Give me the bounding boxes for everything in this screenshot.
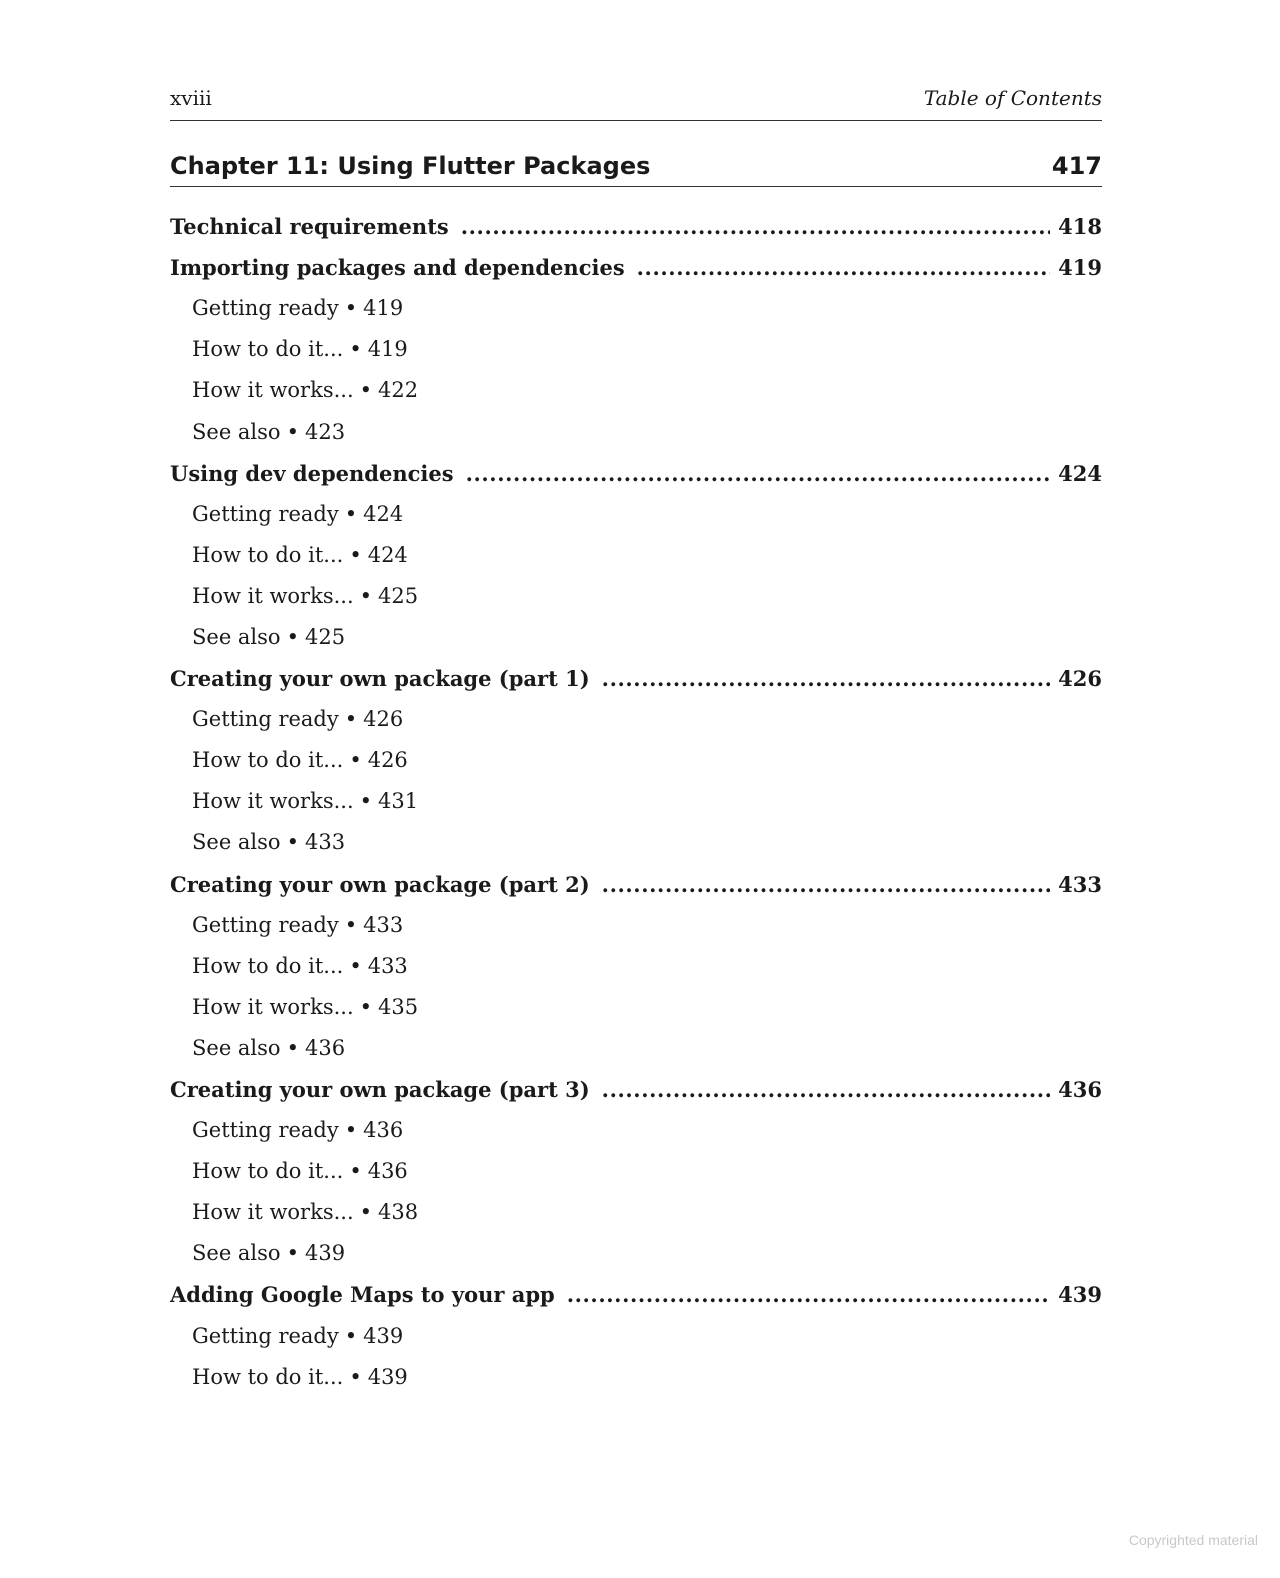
bullet-icon: • <box>359 583 373 608</box>
subentry-page-number: 436 <box>367 1159 408 1184</box>
toc-subentry[interactable] <box>170 576 1102 617</box>
bullet-icon: • <box>286 1241 299 1266</box>
subentry-title: Getting ready <box>192 1323 339 1348</box>
subentry-page-number: 426 <box>363 707 404 732</box>
toc-section-entry[interactable] <box>170 206 1102 247</box>
subentry-title: How it works... <box>192 994 354 1019</box>
subentry-title: See also <box>192 419 281 444</box>
bullet-icon: • <box>344 1118 358 1143</box>
subentry-page-number: 419 <box>367 337 408 362</box>
subentry-page-number: 439 <box>304 1241 346 1266</box>
subentry-title: See also <box>192 1035 281 1060</box>
subentry-title: How to do it... <box>192 1159 344 1184</box>
toc-subentry[interactable] <box>170 699 1102 740</box>
toc-subentry[interactable] <box>170 1316 1102 1357</box>
subentry-title: How to do it... <box>192 542 344 567</box>
dot-leader <box>466 463 1051 484</box>
toc-subentry[interactable] <box>170 1192 1102 1233</box>
subentry-title: See also <box>192 830 281 855</box>
section-page-number: 426 <box>1058 666 1102 692</box>
page-header <box>170 84 1102 121</box>
toc-subentry[interactable] <box>170 946 1102 987</box>
bullet-icon: • <box>344 1323 358 1348</box>
subentry-page-number: 436 <box>363 1118 404 1143</box>
chapter-page-number: 417 <box>1051 152 1102 180</box>
chapter-title: Chapter 11: Using Flutter Packages <box>170 152 651 180</box>
subentry-page-number: 438 <box>378 1200 419 1225</box>
copyright-watermark: Copyrighted material <box>1128 1532 1258 1548</box>
toc-list <box>170 206 1102 1398</box>
section-title: Using dev dependencies <box>170 460 454 486</box>
subentry-page-number: 422 <box>378 378 419 403</box>
toc-section-entry[interactable] <box>170 658 1102 699</box>
toc-subentry[interactable] <box>170 740 1102 781</box>
toc-section-entry[interactable] <box>170 1069 1102 1110</box>
bullet-icon: • <box>349 1159 362 1184</box>
toc-subentry[interactable] <box>170 494 1102 535</box>
subentry-page-number: 431 <box>378 789 419 814</box>
section-title: Importing packages and dependencies <box>170 255 625 281</box>
bullet-icon: • <box>359 378 373 403</box>
bullet-icon: • <box>286 624 299 649</box>
dot-leader <box>461 216 1050 237</box>
dot-leader <box>637 257 1051 278</box>
subentry-title: How to do it... <box>192 1364 344 1389</box>
subentry-title: How it works... <box>192 378 354 403</box>
bullet-icon: • <box>349 953 362 978</box>
dot-leader <box>602 874 1051 895</box>
subentry-page-number: 439 <box>363 1323 404 1348</box>
toc-subentry[interactable] <box>170 1110 1102 1151</box>
toc-section-entry[interactable] <box>170 453 1102 494</box>
toc-subentry[interactable] <box>170 1357 1102 1398</box>
toc-section-entry[interactable] <box>170 864 1102 905</box>
section-page-number: 436 <box>1058 1077 1102 1103</box>
subentry-page-number: 425 <box>304 624 346 649</box>
toc-subentry[interactable] <box>170 535 1102 576</box>
subentry-title: Getting ready <box>192 912 339 937</box>
bullet-icon: • <box>286 1035 299 1060</box>
chapter-heading[interactable] <box>170 148 1102 187</box>
bullet-icon: • <box>344 501 358 526</box>
toc-subentry[interactable] <box>170 987 1102 1028</box>
section-page-number: 424 <box>1058 460 1102 486</box>
toc-subentry[interactable] <box>170 822 1102 863</box>
subentry-page-number: 423 <box>304 419 346 444</box>
subentry-title: Getting ready <box>192 707 339 732</box>
bullet-icon: • <box>349 1364 362 1389</box>
subentry-page-number: 419 <box>363 296 404 321</box>
toc-section-entry[interactable] <box>170 247 1102 288</box>
section-page-number: 433 <box>1058 871 1102 897</box>
subentry-page-number: 433 <box>367 953 408 978</box>
subentry-page-number: 425 <box>378 583 419 608</box>
toc-subentry[interactable] <box>170 781 1102 822</box>
subentry-page-number: 433 <box>304 830 346 855</box>
toc-subentry[interactable] <box>170 1028 1102 1069</box>
bullet-icon: • <box>359 1200 373 1225</box>
toc-subentry[interactable] <box>170 1233 1102 1274</box>
toc-subentry[interactable] <box>170 411 1102 452</box>
bullet-icon: • <box>344 296 358 321</box>
bullet-icon: • <box>359 994 373 1019</box>
toc-section-entry[interactable] <box>170 1274 1102 1315</box>
bullet-icon: • <box>344 912 358 937</box>
section-title: Creating your own package (part 1) <box>170 666 590 692</box>
section-title: Technical requirements <box>170 214 449 240</box>
subentry-page-number: 424 <box>367 542 408 567</box>
subentry-title: See also <box>192 624 281 649</box>
toc-subentry[interactable] <box>170 1151 1102 1192</box>
section-page-number: 439 <box>1058 1282 1102 1308</box>
subentry-page-number: 436 <box>304 1035 346 1060</box>
subentry-title: How it works... <box>192 789 354 814</box>
subentry-title: See also <box>192 1241 281 1266</box>
dot-leader <box>602 1079 1051 1100</box>
subentry-title: How it works... <box>192 1200 354 1225</box>
bullet-icon: • <box>344 707 358 732</box>
dot-leader <box>567 1284 1050 1305</box>
section-title: Adding Google Maps to your app <box>170 1282 555 1308</box>
page-number: xviii <box>170 86 212 110</box>
toc-subentry[interactable] <box>170 329 1102 370</box>
bullet-icon: • <box>349 542 362 567</box>
subentry-title: How to do it... <box>192 953 344 978</box>
subentry-page-number: 439 <box>367 1364 408 1389</box>
toc-subentry[interactable] <box>170 288 1102 329</box>
subentry-title: How to do it... <box>192 748 344 773</box>
section-title: Creating your own package (part 3) <box>170 1077 590 1103</box>
subentry-title: Getting ready <box>192 296 339 321</box>
toc-subentry[interactable] <box>170 617 1102 658</box>
section-title: Creating your own package (part 2) <box>170 871 590 897</box>
toc-subentry[interactable] <box>170 370 1102 411</box>
bullet-icon: • <box>349 337 362 362</box>
subentry-page-number: 426 <box>367 748 408 773</box>
bullet-icon: • <box>359 789 373 814</box>
running-title: Table of Contents <box>923 86 1102 110</box>
toc-subentry[interactable] <box>170 905 1102 946</box>
bullet-icon: • <box>349 748 362 773</box>
subentry-page-number: 424 <box>363 501 404 526</box>
subentry-title: How to do it... <box>192 337 344 362</box>
dot-leader <box>602 668 1051 689</box>
subentry-title: Getting ready <box>192 1118 339 1143</box>
bullet-icon: • <box>286 830 299 855</box>
subentry-title: How it works... <box>192 583 354 608</box>
bullet-icon: • <box>286 419 299 444</box>
subentry-title: Getting ready <box>192 501 339 526</box>
section-page-number: 418 <box>1058 214 1102 240</box>
subentry-page-number: 435 <box>378 994 419 1019</box>
subentry-page-number: 433 <box>363 912 404 937</box>
section-page-number: 419 <box>1058 255 1102 281</box>
